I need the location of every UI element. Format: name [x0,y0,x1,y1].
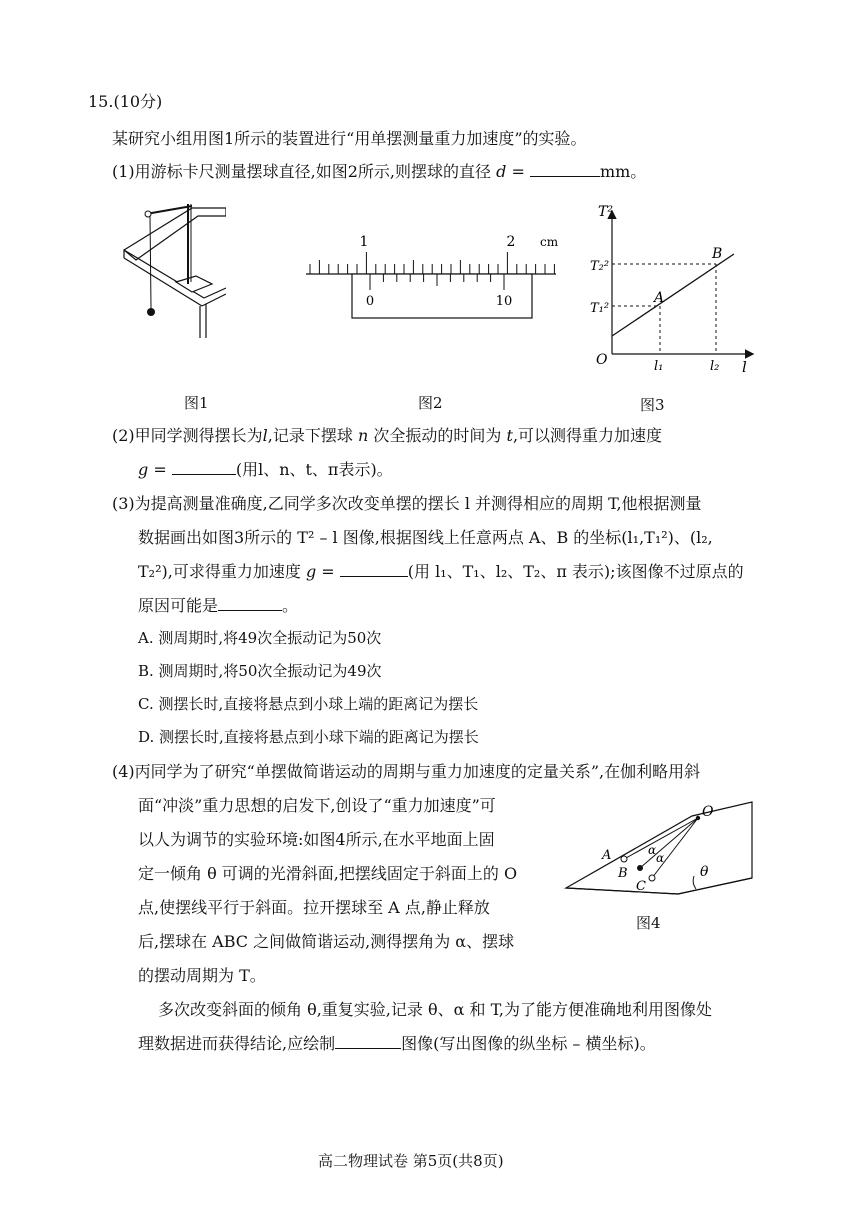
option-c: C. 测摆长时,直接将悬点到小球上端的距离记为摆长 [138,695,479,713]
figure-3-graph [586,198,760,376]
part2-text-d: ,可以测得重力加速度 [512,426,663,445]
option-a: A. 测周期时,将49次全振动记为50次 [138,629,382,647]
figure-4-caption: 图4 [636,914,661,932]
vernier-label-0: 0 [365,294,375,309]
part4-line5: 点,使摆线平行于斜面。拉开摆球至 A 点,静止释放 [138,898,490,917]
part2-line2 [138,460,393,480]
y-tick-T2sq: T₂² [590,259,610,274]
x-tick-l1: l₁ [654,359,664,374]
part1-variable: d = [496,162,525,181]
part3-period: 。 [282,596,299,615]
label-alpha-2: α [656,851,665,865]
x-axis-label: l [742,358,747,376]
figure-1-caption: 图1 [184,394,209,412]
option-d: D. 测摆长时,直接将悬点到小球下端的距离记为摆长 [138,728,479,746]
point-B-label: B [712,246,723,262]
part3-text-b: (用 l₁、T₁、l₂、T₂、π 表示);该图像不过原点的 [407,562,744,581]
answer-blank-d[interactable] [530,162,600,177]
y-tick-T1sq: T₁² [590,301,610,316]
label-O: O [702,804,714,820]
part4-final-text-b: 图像(写出图像的纵坐标 – 横坐标)。 [401,1034,656,1053]
part4-line6: 后,摆球在 ABC 之间做简谐运动,测得摆角为 α、摆球 [138,932,515,951]
part3-g: g = [305,562,335,581]
x-tick-l2: l₂ [710,359,720,374]
var-l: l [262,426,268,445]
question-number: 15. [88,92,114,111]
part4-line2: 面“冲淡”重力思想的启发下,创设了“重力加速度”可 [138,796,496,815]
label-A: A [602,848,612,863]
part3-line1: (3)为提高测量准确度,乙同学多次改变单摆的摆长 l 并测得相应的周期 T,他根据测量 [112,494,702,513]
page-footer: 高二物理试卷 第5页(共8页) [318,1152,504,1170]
figure-1-apparatus [114,198,226,340]
figure-2-caption: 图2 [418,394,443,412]
figure-2-vernier [300,228,562,328]
var-n: n [357,426,369,445]
part3-line4 [138,596,298,616]
figure-3-caption: 图3 [640,396,665,414]
answer-blank-g1[interactable] [172,460,236,475]
main-scale-label-1: 1 [359,234,369,250]
var-t: t [506,426,513,445]
part4-line3: 以人为调节的实验环境:如图4所示,在水平地面上固 [138,830,495,849]
part3-line3 [138,562,744,582]
part4-final-line2 [138,1034,656,1054]
y-axis-label: T² [598,204,613,220]
part2-text-c: 次全振动的时间为 [373,426,502,445]
label-C: C [636,879,646,894]
part2-text-b: ,记录下摆球 [267,426,353,445]
label-alpha-1: α [648,843,657,857]
part3-line2: 数据画出如图3所示的 T² – l 图像,根据图线上任意两点 A、B 的坐标(l₁,T₁²)、(l₂, [138,528,713,547]
vernier-label-10: 10 [495,294,513,309]
part4-line1: (4)丙同学为了研究“单摆做简谐运动的周期与重力加速度的定量关系”,在伽利略用斜 [112,762,701,781]
part4-final-line1: 多次改变斜面的倾角 θ,重复实验,记录 θ、α 和 T,为了能方便准确地利用图像处 [158,1000,712,1019]
question-header [88,92,162,112]
part2-hint: (用l、n、t、π表示)。 [235,460,393,479]
option-b: B. 测周期时,将50次全振动记为49次 [138,662,382,680]
part4-line4: 定一倾角 θ 可调的光滑斜面,把摆线固定于斜面上的 O [138,864,518,883]
label-B: B [618,866,628,881]
part2-line1 [112,426,662,446]
origin-label: O [596,352,608,368]
part1-text [112,162,646,182]
main-scale [310,252,554,274]
part4-final-text-a: 理数据进而获得结论,应绘制 [138,1034,336,1053]
part2-g: g = [138,460,167,479]
part3-reason-prompt: 原因可能是 [138,596,219,615]
answer-blank-g2[interactable] [340,562,408,577]
part1-prompt: (1)用游标卡尺测量摆球直径,如图2所示,则摆球的直径 [112,162,492,181]
point-A-label: A [654,290,665,306]
answer-blank-graph[interactable] [335,1034,401,1049]
answer-blank-reason[interactable] [218,596,282,611]
part2-text-a: (2)甲同学测得摆长为 [112,426,263,445]
part1-unit: mm。 [599,162,647,181]
unit-label: cm [540,235,559,249]
part4-line7: 的摆动周期为 T。 [138,966,266,985]
part3-text-a: T₂²),可求得重力加速度 [138,562,301,581]
question-intro: 某研究小组用图1所示的装置进行“用单摆测量重力加速度”的实验。 [112,129,587,148]
question-score: (10分) [113,92,163,111]
main-scale-label-2: 2 [506,234,516,250]
label-theta: θ [700,864,709,880]
figure-4-incline [560,796,756,900]
